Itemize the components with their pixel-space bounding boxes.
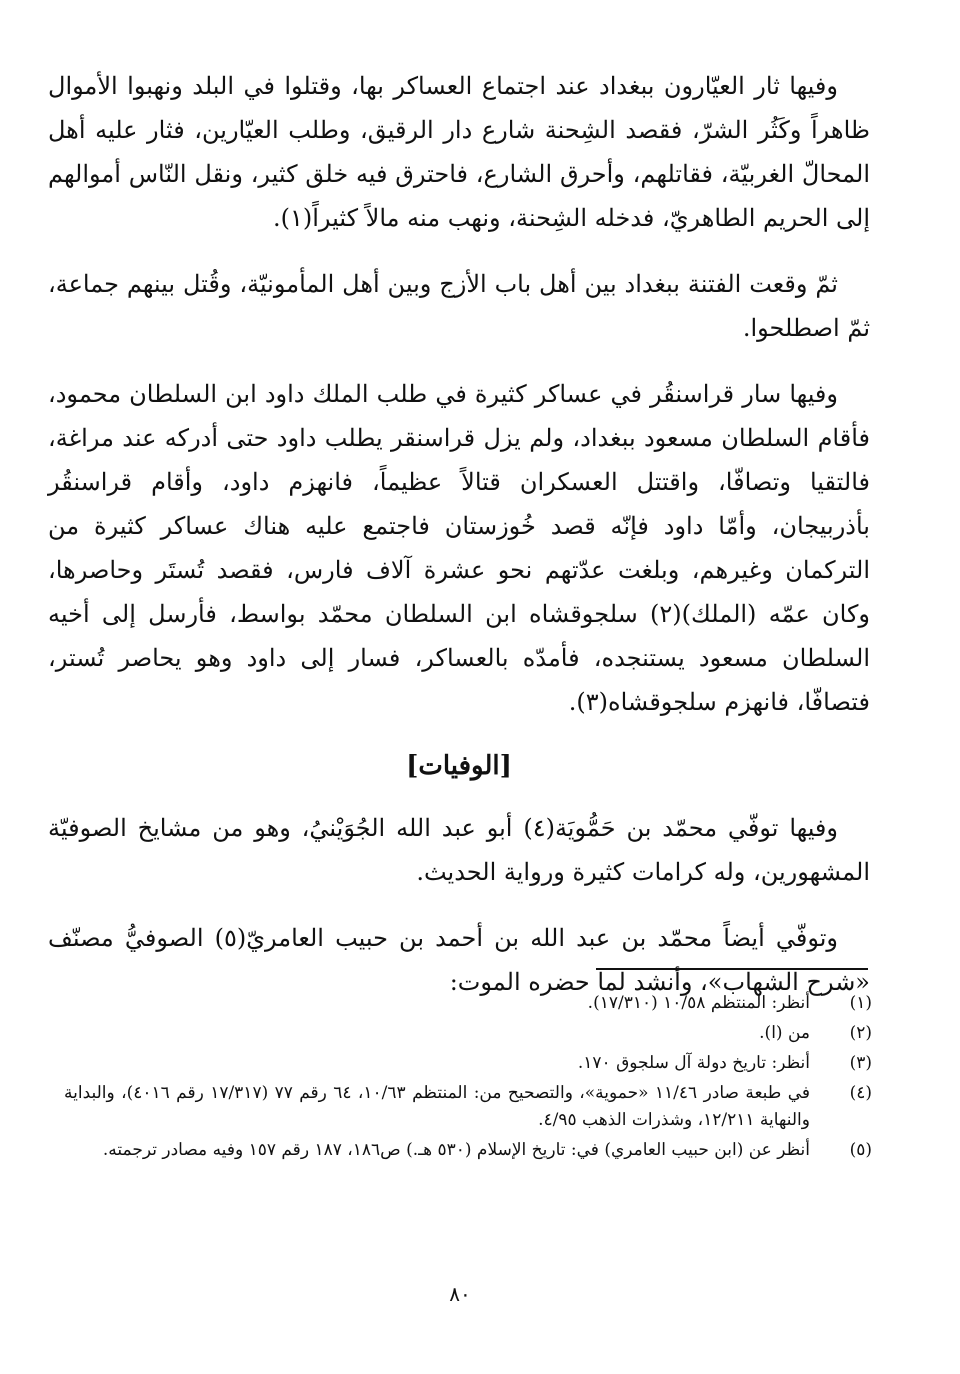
footnote-text: أنظر: المنتظم ١٠/٥٨ (١٧/٣١٠).	[587, 993, 810, 1013]
footnote-3	[64, 1050, 872, 1077]
footnote-text: أنظر عن (ابن حبيب العامري) في: تاريخ الإسلام (٥٣٠ هـ.) ص١٨٦، ١٨٧ رقم ١٥٧ وفيه مصادر ترجمته.	[102, 1140, 810, 1160]
footnote-divider	[596, 968, 868, 970]
page-number: ٨٠	[449, 1282, 471, 1306]
footnote-number: (٢)	[849, 1023, 872, 1043]
footnote-number: (٥)	[849, 1140, 872, 1160]
footnotes	[64, 990, 872, 1167]
footnote-text: من (ا).	[759, 1023, 810, 1043]
main-text	[48, 64, 870, 1026]
paragraph-qarasunqur-campaign: وفيها سار قراسنقُر في عساكر كثيرة في طلب الملك داود ابن السلطان محمود، فأقام السلطان مسعود ببغداد، ولم يزل قراسنقر يطلب داود حتى أدركه عند مراغة، فالتقيا وتصافّا، واقتتل العسكران قتالاً عظيماً، فانهزم داود، وأقام قراسنقُر بأذربيجان، وأمّا داود فإنّه قصد خُوزستان فاجتمع عليه هناك عساكر كثيرة من التركمان وغيرهم، وبلغت عدّتهم نحو عشرة آلاف فارس، فقصد تُستَر وحاصرها، وكان عمّه (الملك)(٢) سلجوقشاه ابن السلطان محمّد بواسط، فأرسل إلى أخيه السلطان مسعود يستنجده، فأمدّه بالعساكر، فسار إلى داود وهو يحاصر تُستر، فتصافّا، فانهزم سلجوقشاه(٣).	[48, 380, 870, 716]
paragraph-death-juwayni: وفيها توفّي محمّد بن حَمُّويَة(٤) أبو عبد الله الجُوَيْنيُ، وهو من مشايخ الصوفيّة المشهورين، وله كرامات كثيرة ورواية الحديث.	[48, 814, 870, 886]
footnote-4	[64, 1080, 872, 1134]
footnote-number: (٤)	[849, 1083, 872, 1103]
paragraph-death-amiri: وتوفّي أيضاً محمّد بن عبد الله بن أحمد بن حبيب العامريّ(٥) الصوفيُّ مصنّف «شرح الشهاب»، وأنشد لما حضره الموت:	[48, 924, 870, 996]
section-heading-deaths: [الوفيات]	[406, 751, 512, 781]
footnote-number: (١)	[849, 993, 872, 1013]
footnote-text: في طبعة صادر ١١/٤٦ «حموية»، والتصحيح من: المنتظم ١٠/٦٣، ٦٤ رقم ٧٧ (١٧/٣١٧ رقم ٤٠١٦)، والبداية والنهاية ١٢/٢١١، وشذرات الذهب ٤/٩٥.	[64, 1083, 810, 1130]
footnote-1	[64, 990, 872, 1017]
paragraph-ayyarun-riot: وفيها ثار العيّارون ببغداد عند اجتماع العساكر بها، وقتلوا في البلد ونهبوا الأموال ظاهراً وكَثُر الشرّ، فقصد الشِحنة شارع دار الرقيق، وطلب العيّارين، فثار عليه أهل المحالّ الغربيّة، فقاتلهم، وأحرق الشارع، فاحترق فيه خلق كثير، ونقل النّاس أموالهم إلى الحريم الطاهريّ، فدخله الشِحنة، ونهب منه مالاً كثيراً(١).	[48, 72, 871, 232]
footnote-text: أنظر: تاريخ دولة آل سلجوق ١٧٠.	[577, 1053, 810, 1073]
footnote-2	[64, 1020, 872, 1047]
paragraph-baghdad-fitna: ثمّ وقعت الفتنة ببغداد بين أهل باب الأزج وبين أهل المأمونيّة، وقُتل بينهم جماعة، ثمّ اصطلحوا.	[48, 270, 870, 342]
footnote-5	[64, 1137, 872, 1164]
footnote-number: (٣)	[849, 1053, 872, 1073]
